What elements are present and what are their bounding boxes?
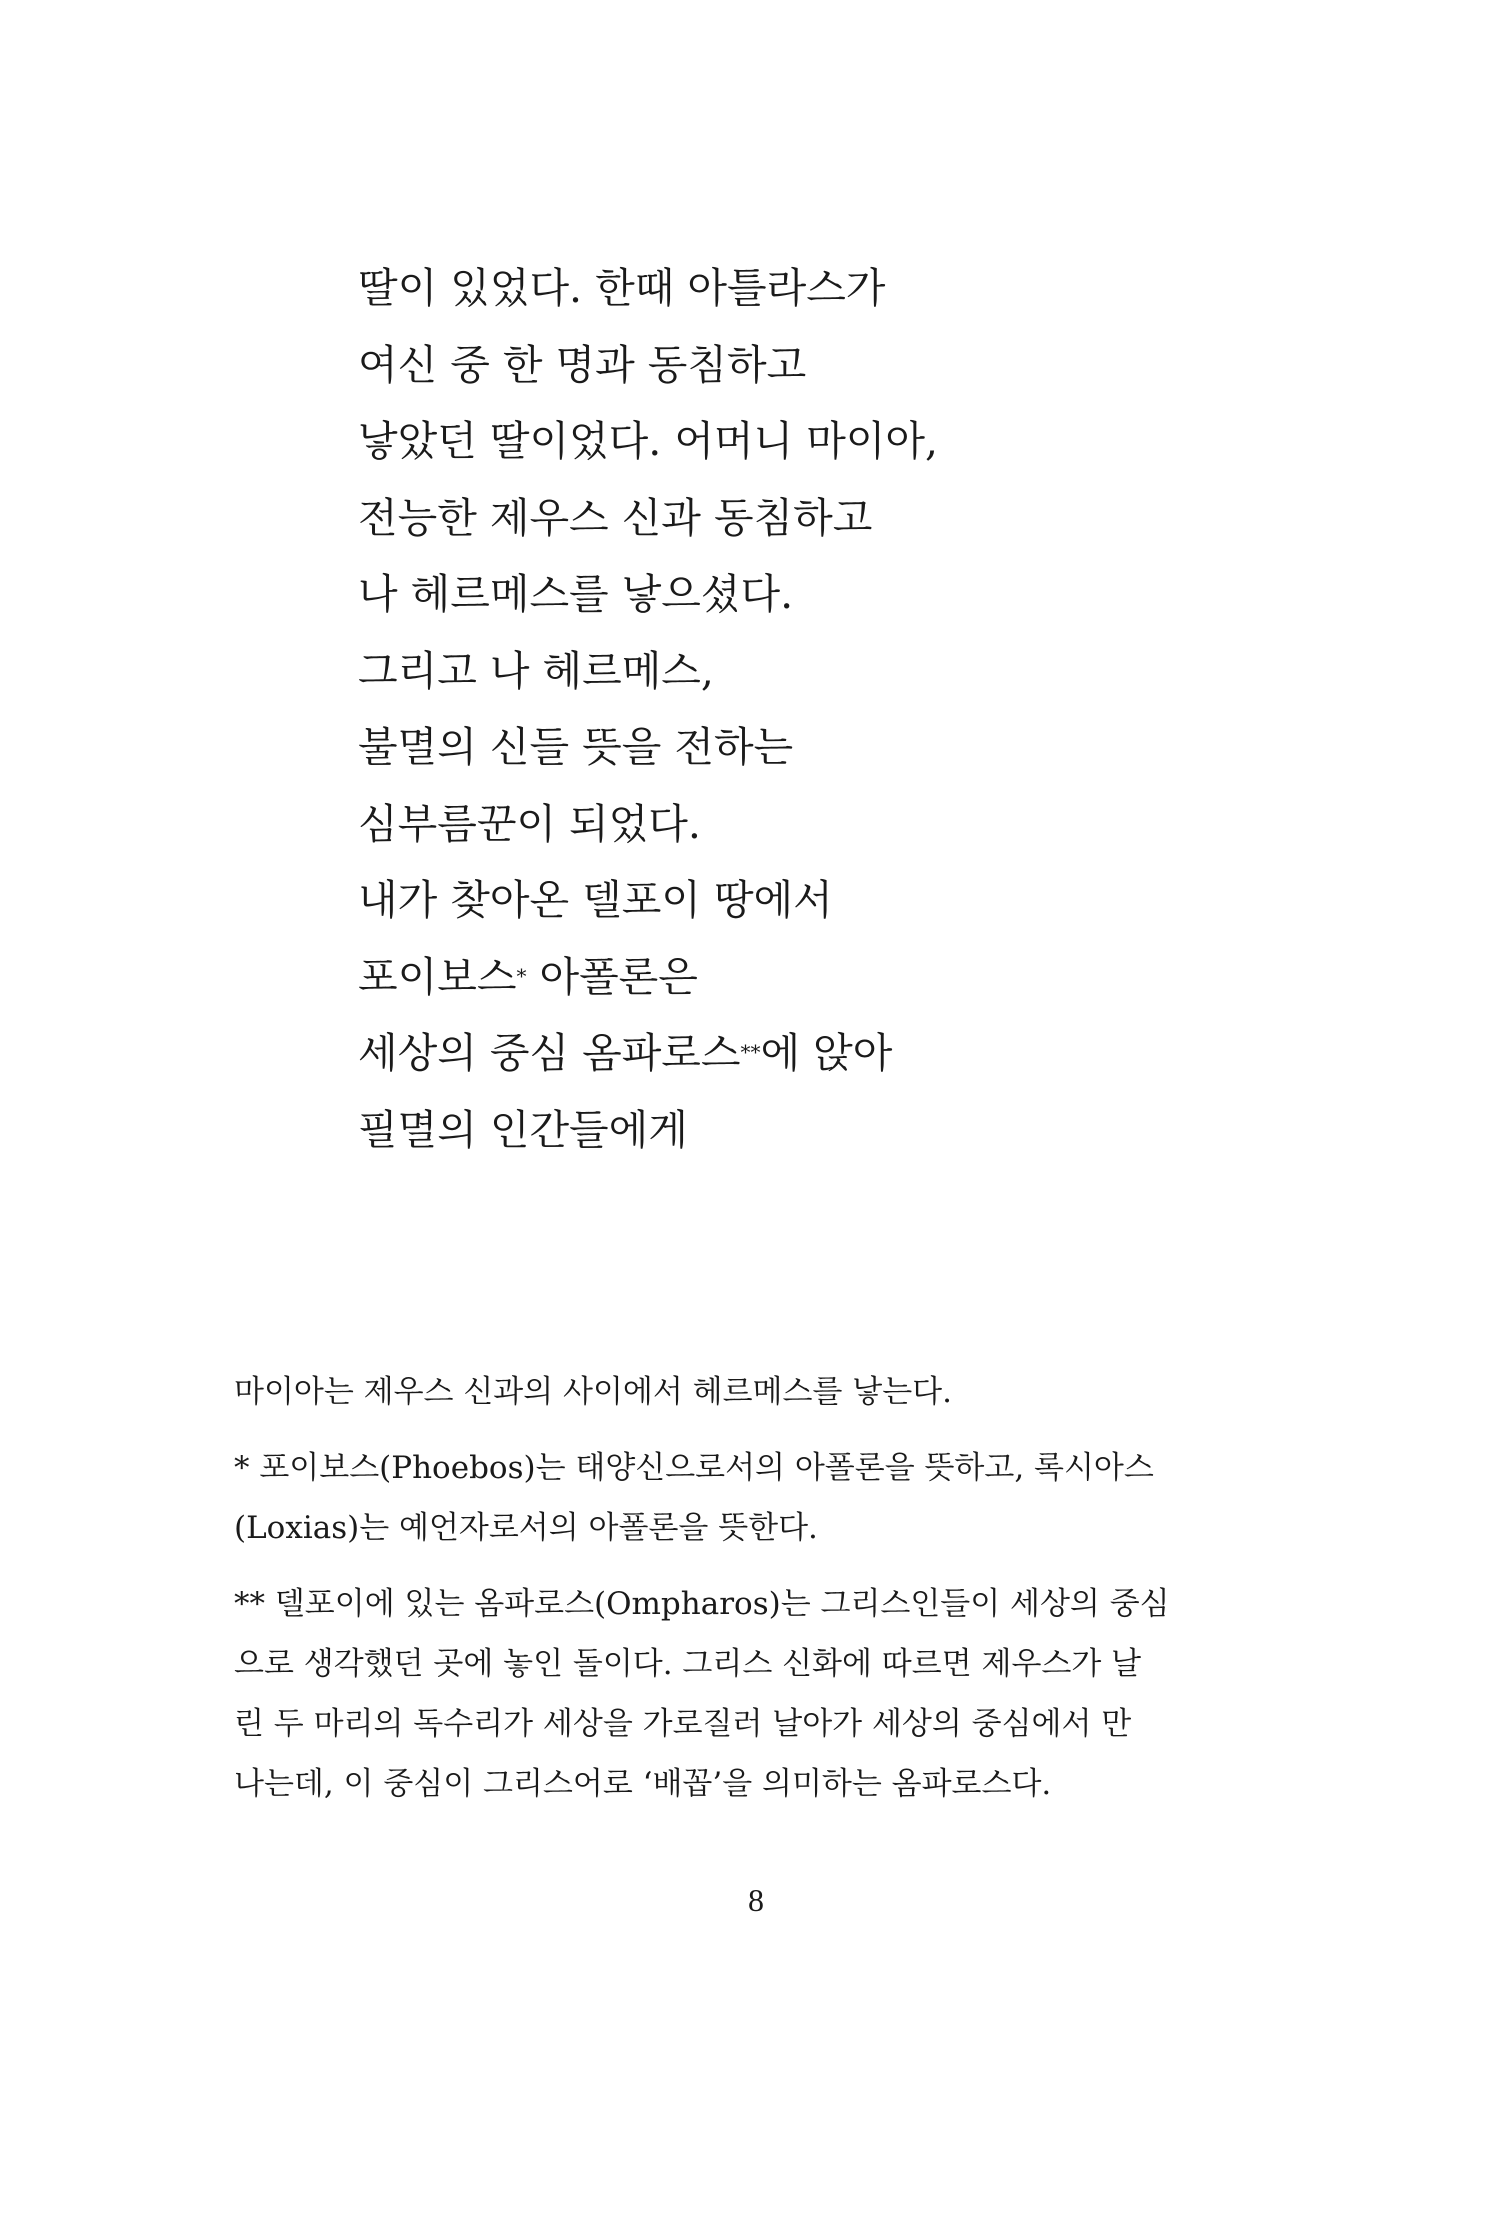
- page-number: 8: [748, 1882, 764, 1918]
- footnote-text: 나는데, 이 중심이 그리스어로 ‘배꼽’을 의미하는 옴파로스다.: [234, 1766, 1052, 1802]
- poem-text: 포이보스: [358, 952, 517, 1001]
- poem-text: 세상의 중심 옴파로스: [358, 1029, 741, 1077]
- poem-line: 딸이 있었다. 한때 아틀라스가: [358, 264, 886, 312]
- poem-line: 낳았던 딸이었다. 어머니 마이아,: [358, 417, 939, 465]
- footnote-text: 으로 생각했던 곳에 놓인 돌이다. 그리스 신화에 따르면 제우스가 날: [234, 1646, 1142, 1682]
- poem-line: 여신 중 한 명과 동침하고: [358, 340, 807, 389]
- footnote-text: 린 두 마리의 독수리가 세상을 가로질러 날아가 세상의 중심에서 만: [234, 1706, 1132, 1742]
- footnotes: [234, 1362, 1284, 1830]
- footnote-1: [234, 1362, 1284, 1422]
- footnote-text: (Loxias)는 예언자로서의 아폴론을 뜻한다.: [234, 1510, 818, 1546]
- poem-line: 그리고 나 헤르메스,: [358, 646, 714, 695]
- poem-line: 전능한 제우스 신과 동침하고: [358, 493, 873, 542]
- footnote-text: 마이아는 제우스 신과의 사이에서 헤르메스를 낳는다.: [234, 1374, 952, 1410]
- poem-line: 나 헤르메스를 낳으셨다.: [358, 570, 794, 618]
- poem-text: 에 앉아: [760, 1029, 893, 1077]
- poem-block: [358, 250, 1358, 1168]
- footnote-mark: **: [740, 1040, 761, 1064]
- poem-line: 심부름꾼이 되었다.: [358, 799, 701, 848]
- footnote-text: ** 델포이에 있는 옴파로스(Ompharos)는 그리스인들이 세상의 중심: [234, 1586, 1170, 1622]
- footnote-mark: *: [516, 963, 527, 988]
- footnote-text: * 포이보스(Phoebos)는 태양신으로서의 아폴론을 뜻하고, 록시아스: [234, 1450, 1154, 1486]
- poem-line: 불멸의 신들 뜻을 전하는: [358, 723, 794, 771]
- footnote-3: [234, 1574, 1284, 1814]
- footnote-2: [234, 1438, 1284, 1558]
- poem-line-with-footnote-mark: [358, 1015, 1358, 1092]
- poem-line: 내가 찾아온 델포이 땅에서: [358, 876, 833, 924]
- poem-text: 아폴론은: [526, 952, 698, 1001]
- poem-line-with-footnote-mark: [358, 939, 1358, 1016]
- poem-line: 필멸의 인간들에게: [358, 1105, 688, 1154]
